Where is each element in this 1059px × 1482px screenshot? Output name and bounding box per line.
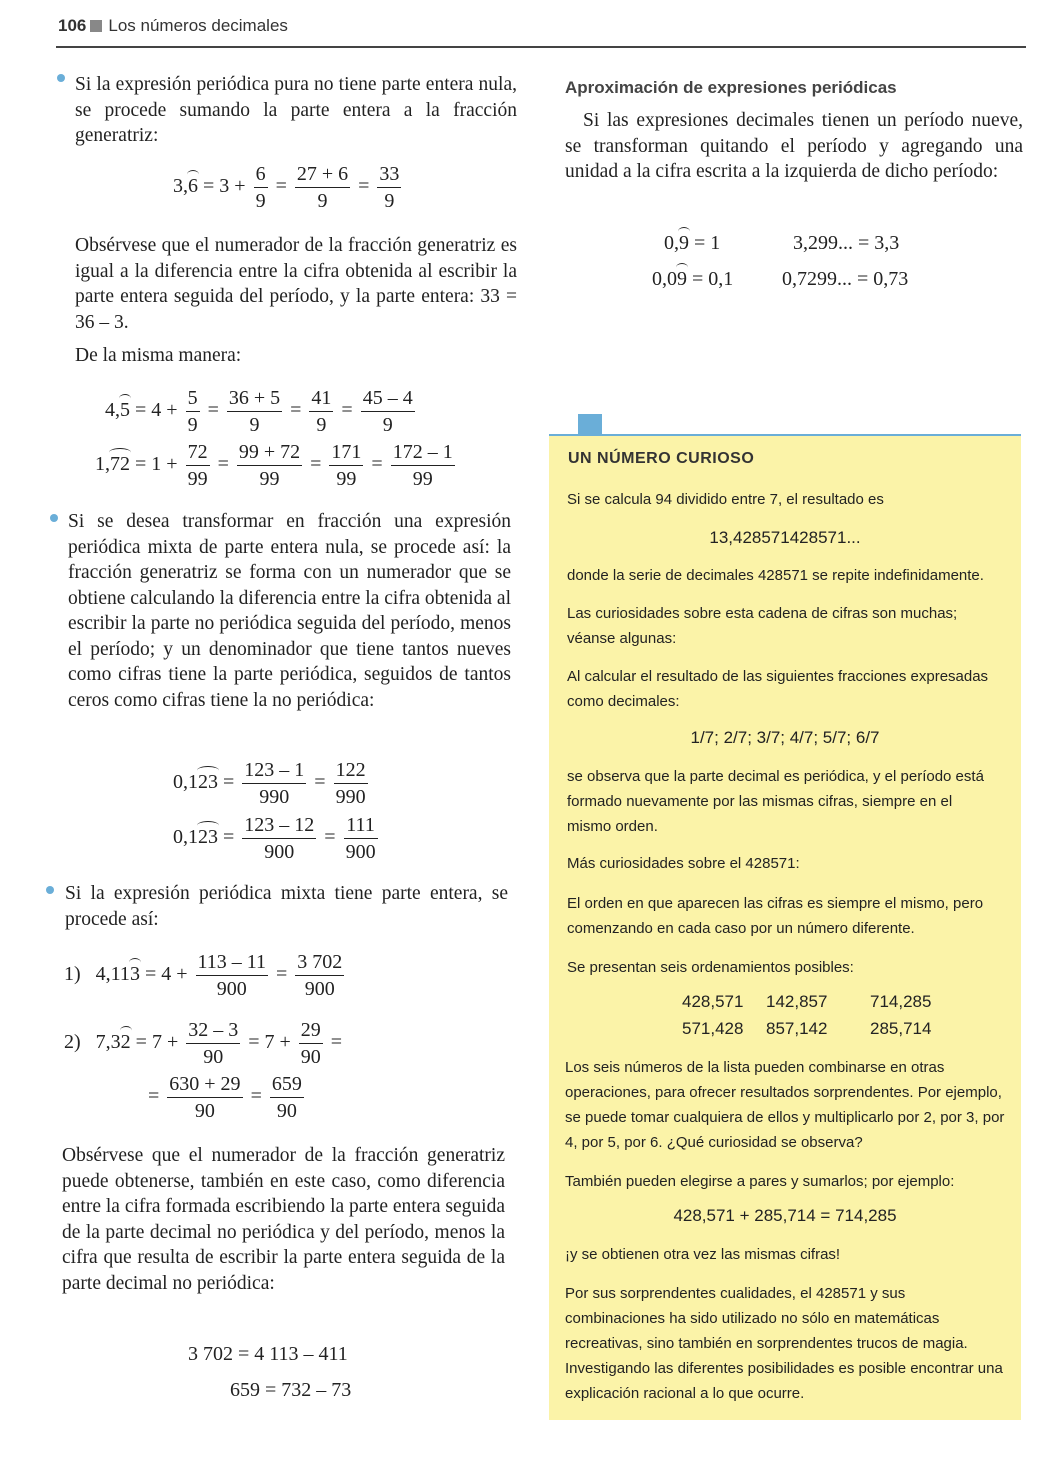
equation: 1,72 = 1 + $\frac{72}{99}$ = $\frac{99 + 72}{99}$ = $\frac{171}{99}$ = $\frac{172 - 1}{99}$ bbox=[95, 441, 453, 490]
equation: 2) 7,32 = 7 + $\frac{32 - 3}{90}$ = 7 + $\frac{29}{90}$ = bbox=[64, 1019, 343, 1068]
equation: 0,7299... = 0,73 bbox=[782, 268, 909, 290]
bullet-icon bbox=[46, 886, 54, 894]
page-number: 106 bbox=[58, 16, 87, 35]
box-marker-icon bbox=[578, 414, 602, 436]
equation: 4,5 = 4 + $\frac{5}{9}$ = $\frac{36 + 5}{9}$ = $\frac{41}{9}$ = $\frac{45 - 4}{9}$ bbox=[105, 387, 413, 436]
equation: 0,9 = 1 bbox=[664, 232, 721, 254]
box-text: Se presentan seis ordenamientos posibles: bbox=[567, 959, 854, 976]
bullet-icon bbox=[50, 514, 58, 522]
section-heading: Aproximación de expresiones periódicas bbox=[565, 78, 897, 97]
box-text: Al calcular el resultado de las siguientes fracciones expresadas como decimales: bbox=[567, 668, 989, 710]
box-text: se observa que la parte decimal es periódica, y el período está formado nuevamente por las mismas cifras, siempre en el mismo orden. bbox=[567, 768, 984, 835]
box-fractions: 1/7; 2/7; 3/7; 4/7; 5/7; 6/7 bbox=[690, 728, 880, 747]
equation: 3 702 = 4 113 – 411 bbox=[188, 1343, 348, 1365]
box-title: UN NÚMERO CURIOSO bbox=[568, 450, 755, 467]
box-text: ¡y se obtienen otra vez las mismas cifras! bbox=[565, 1246, 841, 1263]
box-text: También pueden elegirse a pares y sumarlos; por ejemplo: bbox=[565, 1173, 955, 1190]
box-text: Las curiosidades sobre esta cadena de cifras son muchas; véanse algunas: bbox=[567, 605, 958, 647]
equation: 1) 4,113 = 4 + $\frac{113 - 11}{900}$ = $\frac{3 702}{900}$ bbox=[64, 951, 343, 1000]
equation: 3,6 = 3 + $\frac{6}{9}$ = $\frac{27 + 6}{9}$ = $\frac{33}{9}$ bbox=[173, 163, 400, 212]
paragraph: Si la expresión periódica mixta tiene parte entera, se procede así: bbox=[65, 883, 508, 930]
paragraph: De la misma manera: bbox=[75, 345, 242, 366]
box-text: Los seis números de la lista pueden combinarse en otras operaciones, para ofrecer resultados sorprendentes. Por ejemplo, se puede tomar cualquiera de ellos y multiplicarlo por 2, por 3, por 4, por 5, por 6. ¿Qué curiosidad se observa? bbox=[565, 1059, 1005, 1151]
box-numbers-row: 571,428 857,142 285,714 bbox=[682, 1019, 932, 1038]
equation: 0,123 = $\frac{123 - 12}{900}$ = $\frac{111}{900}$ bbox=[173, 814, 376, 863]
section-title: Los números decimales bbox=[108, 16, 288, 35]
box-number: 13,428571428571... bbox=[709, 528, 861, 547]
equation: 0,09 = 0,1 bbox=[652, 268, 734, 290]
square-icon bbox=[90, 20, 102, 32]
equation: 659 = 732 – 73 bbox=[230, 1379, 352, 1401]
box-sum: 428,571 + 285,714 = 714,285 bbox=[673, 1206, 897, 1225]
box-text: Por sus sorprendentes cualidades, el 428571 y sus combinaciones ha sido utilizado no sólo en matemáticas recreativas, sino también en sorprendentes trucos de magia. Investigando las diferentes posibilidades es posible encontrar una explicación racional a lo que ocurre. bbox=[565, 1285, 1003, 1402]
box-text: Si se calcula 94 dividido entre 7, el resultado es bbox=[567, 491, 884, 508]
box-numbers-row: 428,571 142,857 714,285 bbox=[682, 992, 932, 1011]
box-top-rule bbox=[549, 434, 1021, 436]
header-rule bbox=[56, 46, 1026, 48]
box-text: Más curiosidades sobre el 428571: bbox=[567, 855, 800, 872]
equation: = $\frac{630 + 29}{90}$ = $\frac{659}{90}$ bbox=[148, 1073, 302, 1122]
equation: 0,123 = $\frac{123 - 1}{990}$ = $\frac{122}{990}$ bbox=[173, 759, 366, 808]
paragraph: Si las expresiones decimales tienen un período nueve, se transforman quitando el período y agregando una unidad a la cifra escrita a la izquierda de dicho período: bbox=[565, 110, 1023, 182]
box-text: El orden en que aparecen las cifras es siempre el mismo, pero comenzando en cada caso por un número diferente. bbox=[567, 895, 984, 937]
box-text: donde la serie de decimales 428571 se repite indefinidamente. bbox=[567, 567, 984, 584]
paragraph: Si se desea transformar en fracción una expresión periódica mixta de parte entera nula, se procede así: la fracción generatriz se forma con un numerador que se obtiene calculando la diferencia entre la cifra obtenida al escribir la parte no periódica seguida del período, menos el período; y un denominador que tiene tantos nueves como cifras tiene la parte periódica, seguidos de tantos ceros como cifras tiene la no periódica: bbox=[68, 511, 511, 711]
paragraph: Obsérvese que el numerador de la fracción generatriz es igual a la diferencia entre la cifra obtenida al escribir la parte entera seguida del período, y la parte entera: 33 = 36 – 3. bbox=[75, 235, 517, 333]
paragraph: Obsérvese que el numerador de la fracción generatriz puede obtenerse, también en este caso, como diferencia entre la cifra formada escribiendo la parte entera seguida de la parte decimal no periódica y del período, menos la cifra que resulta de escribir la parte entera seguida de la parte decimal no periódica: bbox=[62, 1145, 505, 1294]
page-header bbox=[58, 16, 288, 36]
bullet-icon bbox=[57, 74, 65, 82]
paragraph: Si la expresión periódica pura no tiene parte entera nula, se procede sumando la parte entera a la fracción generatriz: bbox=[75, 74, 517, 146]
equation: 3,299... = 3,3 bbox=[793, 232, 900, 254]
